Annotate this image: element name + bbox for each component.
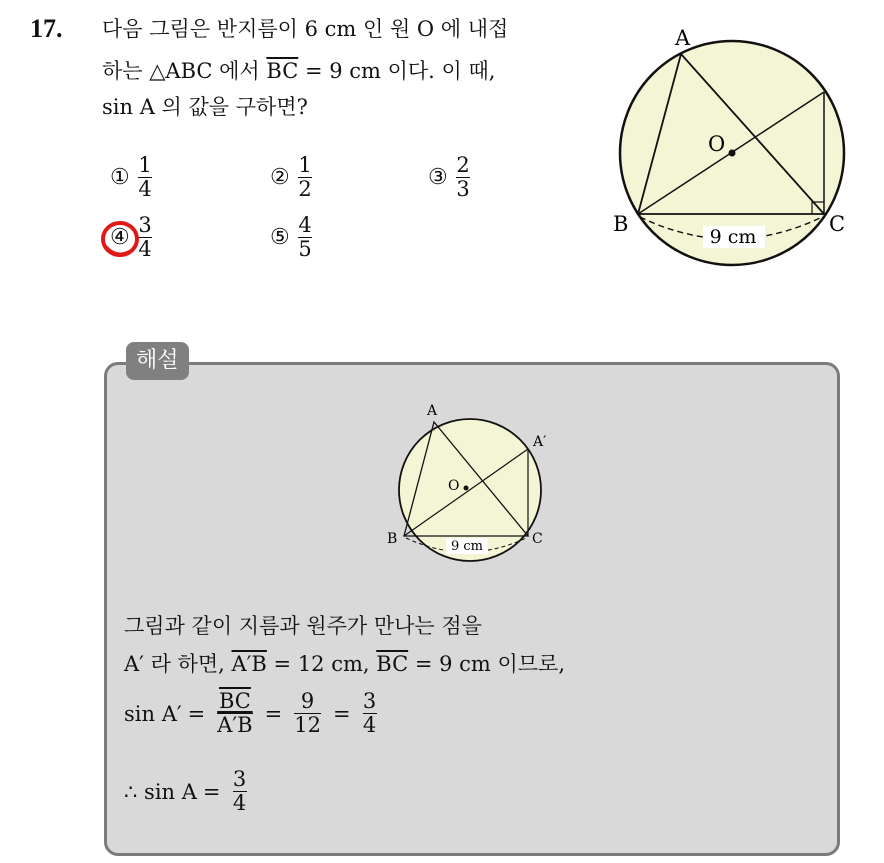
solution-line-2a: A′ 라 하면, <box>124 652 232 676</box>
choice-fraction <box>456 154 470 201</box>
choice-1[interactable] <box>110 154 152 201</box>
choice-fraction <box>138 154 152 201</box>
solution-line-2b: = 12 cm, <box>266 652 377 676</box>
solution-line-1: 그림과 같이 지름과 원주가 만나는 점을 <box>124 614 482 638</box>
label-c: C <box>829 212 846 236</box>
denominator: 4 <box>362 713 377 737</box>
eq1-fraction-2 <box>294 690 321 737</box>
label-o: O <box>448 478 460 494</box>
denominator: 3 <box>456 177 470 201</box>
label-a: A <box>675 26 691 50</box>
numerator: 2 <box>456 153 470 177</box>
numerator: 3 <box>232 767 247 791</box>
equals-sign: = <box>332 701 351 726</box>
denominator: 4 <box>138 177 152 201</box>
label-a: A <box>427 403 438 419</box>
choice-fraction <box>298 154 312 201</box>
eq2-lhs: ∴ sin A <box>124 779 197 804</box>
denominator: 4 <box>138 237 152 261</box>
numerator: $\overline{BC}$ <box>218 689 251 713</box>
choice-5[interactable] <box>270 214 312 261</box>
numerator: 3 <box>138 213 152 237</box>
answer-mark-circle <box>98 216 144 262</box>
label-c: C <box>532 531 543 547</box>
segment-bc: $\overline{BC}$ <box>376 652 409 676</box>
equals-sign: = <box>202 779 221 804</box>
choice-mark: ② <box>270 165 290 190</box>
question-line-2 <box>102 56 495 86</box>
choice-mark: ④ <box>110 225 130 250</box>
equation-2 <box>124 768 253 815</box>
choice-mark: ⑤ <box>270 225 290 250</box>
denominator: A′B <box>217 713 253 737</box>
numerator: 1 <box>298 153 312 177</box>
numerator: 4 <box>298 213 312 237</box>
segment-a-prime-b: A′B <box>231 652 267 676</box>
eq1-fraction-1 <box>217 690 252 737</box>
center-point <box>729 150 736 157</box>
choice-fraction <box>298 214 312 261</box>
denominator: 12 <box>294 713 321 737</box>
eq1-lhs: sin A′ <box>124 701 182 726</box>
center-point <box>464 486 469 491</box>
choice-mark: ③ <box>428 165 448 190</box>
question-line-2a: 하는 △ABC 에서 <box>102 59 267 83</box>
solution-figure <box>380 400 560 580</box>
choice-2[interactable] <box>270 154 312 201</box>
label-b: B <box>387 531 398 547</box>
label-a-prime: A′ <box>533 434 547 450</box>
equals-sign: = <box>187 701 206 726</box>
circle-figure <box>605 25 865 275</box>
question-line-2b: = 9 cm 이다. 이 때, <box>298 59 496 83</box>
denominator: 2 <box>298 177 312 201</box>
bc-label: 9 cm <box>709 226 757 248</box>
solution-line-2c: = 9 cm 이므로, <box>408 652 566 676</box>
segment-bc: $\overline{BC}$ <box>266 59 299 83</box>
question-number: 17. <box>30 14 63 43</box>
solution-tag: 해설 <box>126 342 189 380</box>
denominator: 4 <box>232 791 247 815</box>
equals-sign: = <box>264 701 283 726</box>
bc-label: 9 cm <box>450 539 484 554</box>
choice-mark: ① <box>110 165 130 190</box>
question-line-3: sin A 의 값을 구하면? <box>102 95 308 119</box>
eq1-fraction-3 <box>363 690 377 737</box>
numerator: 1 <box>138 153 152 177</box>
label-o: O <box>708 132 726 156</box>
numerator: 3 <box>362 689 377 713</box>
question-line-1: 다음 그림은 반지름이 6 cm 인 원 O 에 내접 <box>102 17 509 41</box>
equation-1 <box>124 690 383 737</box>
solution-line-2 <box>124 648 565 678</box>
denominator: 5 <box>298 237 312 261</box>
numerator: 9 <box>300 689 315 713</box>
eq2-fraction <box>233 768 247 815</box>
label-b: B <box>613 212 629 236</box>
choice-3[interactable] <box>428 154 470 201</box>
